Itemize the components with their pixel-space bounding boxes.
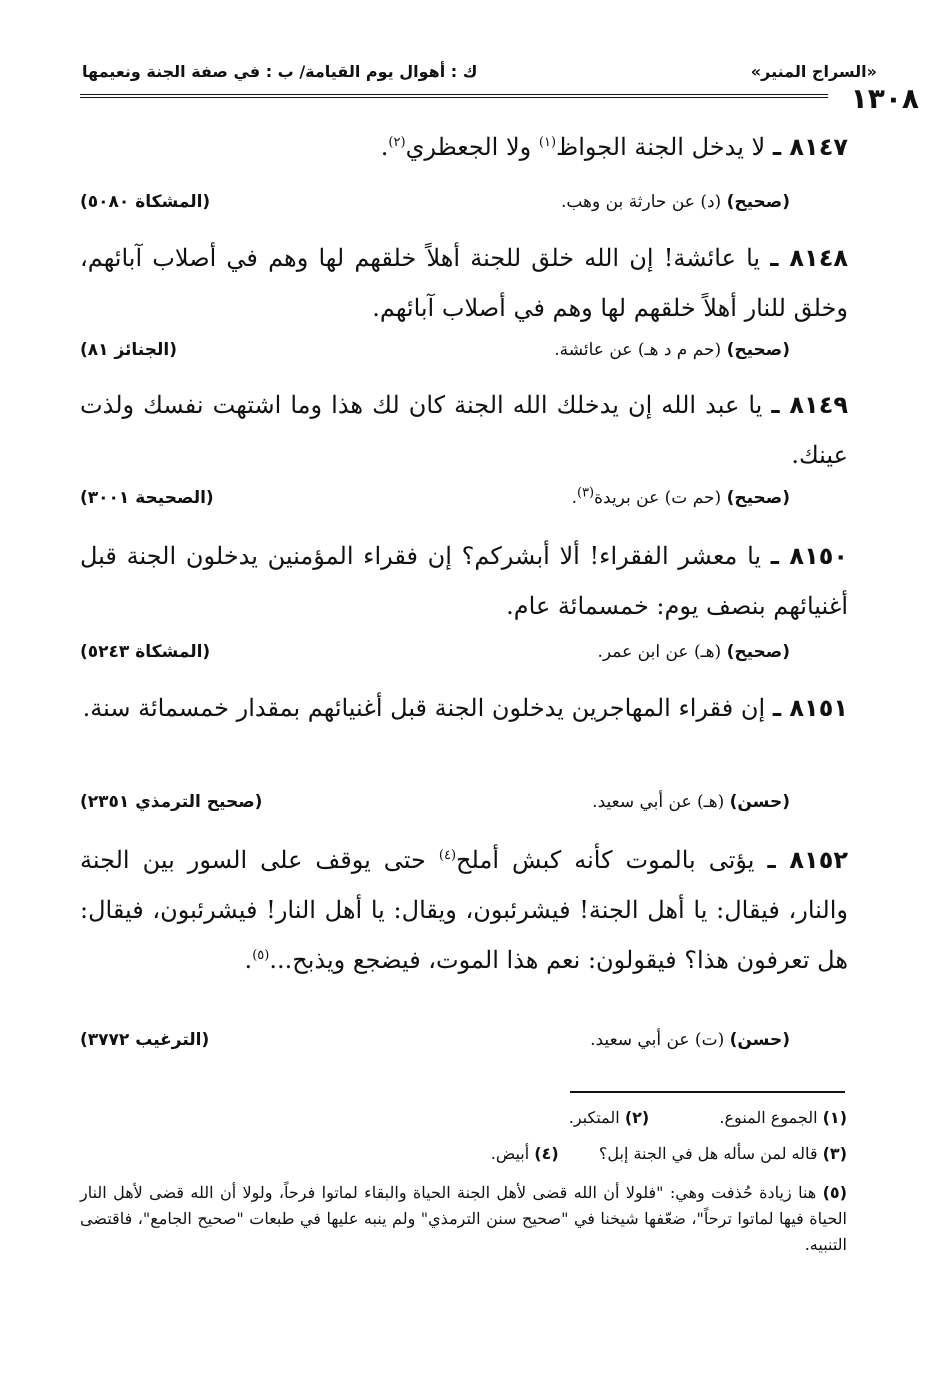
hadith-text: .: [244, 946, 253, 974]
footnote-tag: (٣): [822, 1144, 847, 1163]
footnote-text: أبيض.: [490, 1144, 530, 1163]
footnote-text: المتكبر.: [568, 1108, 620, 1127]
hadith-reference: (المشكاة ٥٠٨٠): [80, 192, 211, 212]
footnote-marker[interactable]: (٤): [438, 848, 457, 863]
hadith-grade: (حسن) (ت) عن أبي سعيد.: [590, 1030, 790, 1050]
hadith-reference: (الترغيب ٣٧٧٢): [80, 1030, 210, 1050]
grade-row-8148: [80, 340, 848, 370]
hadith-8149: [80, 380, 848, 480]
footnote-marker[interactable]: (٥): [252, 948, 270, 963]
footnote-tag: (١): [822, 1108, 847, 1127]
hadith-8147: [80, 122, 848, 172]
running-title: «السراج المنير»: [750, 62, 877, 81]
hadith-grade: (صحيح) (حم م د هـ) عن عائشة.: [554, 340, 790, 360]
grade-row-8152: [80, 1030, 848, 1060]
hadith-8152: [80, 835, 848, 985]
hadith-text: يا عائشة! إن الله خلق للجنة أهلاً خلقهم لها وهم في أصلاب آبائهم، وخلق للنار أهلاً خلقهم لها وهم في أصلاب آبائهم.: [80, 244, 848, 322]
grade-row-8149: [80, 485, 848, 518]
hadith-reference: (صحيح الترمذي ٢٣٥١): [80, 792, 263, 812]
footnote-text: قاله لمن سأله هل في الجنة إبل؟: [598, 1144, 818, 1163]
hadith-reference: (الصحيحة ٣٠٠١): [80, 488, 214, 508]
hadith-text: .: [380, 133, 389, 161]
hadith-grade: (صحيح) (هـ) عن ابن عمر.: [597, 642, 790, 662]
hadith-grade: (صحيح) (د) عن حارثة بن وهب.: [560, 192, 790, 212]
footnote-5: [80, 1180, 847, 1258]
hadith-text: يا معشر الفقراء! ألا أبشركم؟ إن فقراء المؤمنين يدخلون الجنة قبل أغنيائهم بنصف يوم: خمسمائة عام.: [80, 542, 848, 620]
footnote-tag: (٥): [822, 1183, 847, 1202]
grade-row-8150: [80, 642, 848, 672]
footnote-marker[interactable]: (٢): [388, 135, 406, 150]
footnote-text: هنا زيادة حُذفت وهي: "فلولا أن الله قضى لأهل الجنة الحياة والبقاء لماتوا فرحاً، ولولا أن الله قضى لأهل النار الحياة فيها لماتوا ترحاً"، ضعّفها شيخنا في "صحيح سنن الترمذي" ولم ينبه عليها في طبعات "صحيح الجامع"، فاقتضى التنبيه.: [80, 1183, 847, 1254]
hadith-number: ٨١٤٩ ـ: [771, 391, 848, 419]
hadith-text: يا عبد الله إن يدخلك الله الجنة كان لك هذا وما اشتهت نفسك ولذت عينك.: [80, 391, 848, 469]
footnote-rule: [570, 1091, 845, 1093]
chapter-title: ك : أهوال يوم القيامة/ ب : في صفة الجنة ونعيمها: [82, 62, 478, 81]
hadith-number: ٨١٤٨ ـ: [770, 244, 848, 272]
hadith-number: ٨١٥٠ ـ: [770, 542, 849, 570]
footnote-tag: (٤): [534, 1144, 559, 1163]
footnote-text: الجموع المنوع.: [719, 1108, 818, 1127]
page-number: ١٣٠٨: [850, 82, 919, 115]
hadith-8151: [80, 683, 848, 733]
footnote-tag: (٢): [624, 1108, 650, 1127]
hadith-text: إن فقراء المهاجرين يدخلون الجنة قبل أغنيائهم بمقدار خمسمائة سنة.: [82, 694, 766, 722]
hadith-8150: [80, 531, 848, 631]
hadith-text: حتى يوقف على السور بين الجنة والنار، فيقال: يا أهل الجنة! فيشرئبون، ويقال: يا أهل النار! فيشرئبون، فيقال: هل تعرفون هذا؟ فيقولون: نعم هذا الموت، فيضجع ويذبح...: [80, 846, 848, 974]
footnote-row-2: [491, 1141, 847, 1167]
footnote-row-1: [569, 1105, 847, 1131]
grade-row-8151: [80, 792, 848, 822]
hadith-grade: (حسن) (هـ) عن أبي سعيد.: [592, 792, 790, 812]
footnote-marker[interactable]: (١): [538, 135, 557, 150]
hadith-grade: (صحيح) (حم ت) عن بريدة$^{(٣)}$.: [571, 485, 790, 508]
hadith-number: ٨١٥١ ـ: [772, 694, 848, 722]
header-rule: [80, 94, 828, 98]
grade-row-8147: [80, 192, 848, 222]
hadith-text: لا يدخل الجنة الجواظ: [556, 133, 766, 161]
hadith-reference: (المشكاة ٥٢٤٣): [80, 642, 211, 662]
hadith-number: ٨١٥٢ ـ: [767, 846, 848, 874]
hadith-text: ولا الجعظري: [405, 133, 539, 161]
hadith-8148: [80, 233, 848, 333]
hadith-reference: (الجنائز ٨١): [80, 340, 177, 360]
hadith-number: ٨١٤٧ ـ: [772, 133, 848, 161]
hadith-text: يؤتى بالموت كأنه كبش أملح: [456, 846, 755, 874]
